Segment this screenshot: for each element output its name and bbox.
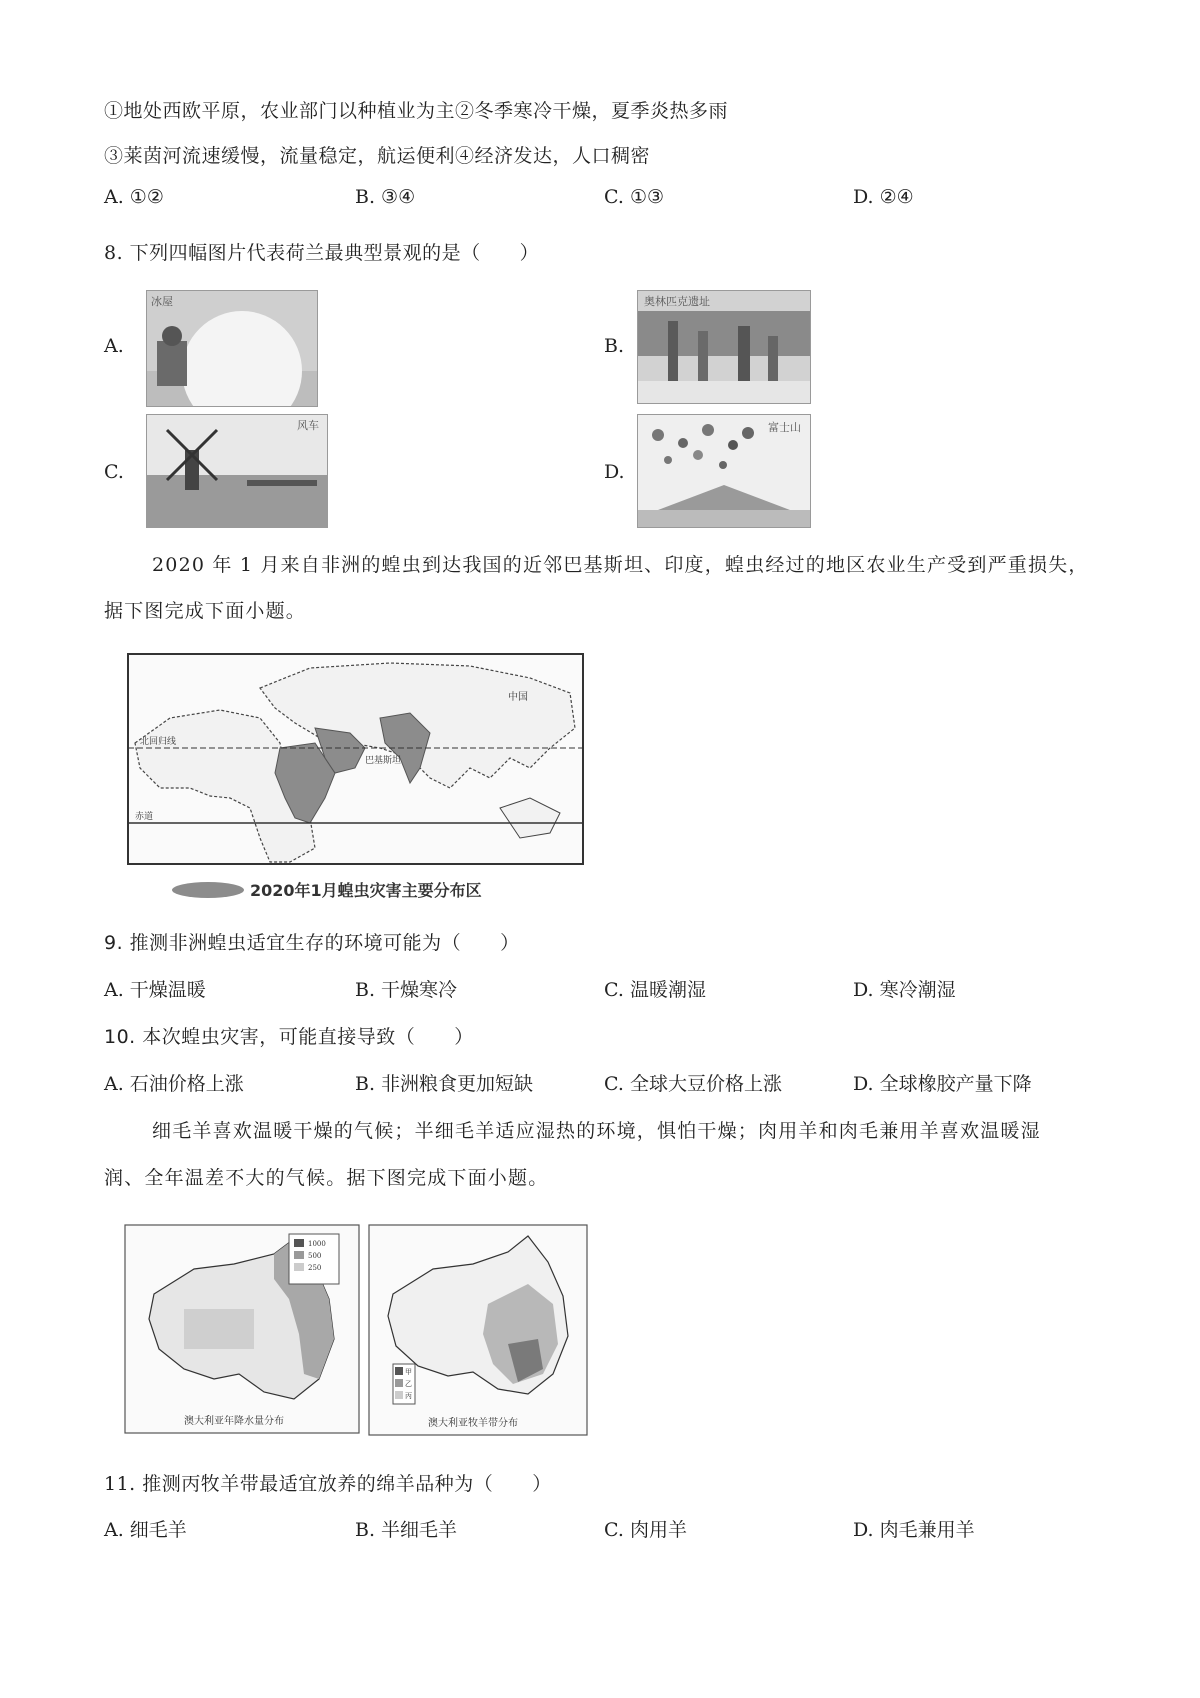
q8-option-c-letter: C.	[104, 461, 124, 483]
pakistan-label: 巴基斯坦	[365, 756, 402, 766]
q7-statement-1-2: ①地处西欧平原，农业部门以种植业为主②冬季寒冷干燥，夏季炎热多雨	[104, 100, 729, 122]
locust-intro-line2: 据下图完成下面小题。	[104, 600, 307, 622]
q8-option-b-letter: B.	[604, 335, 625, 357]
q10-option-d: D. 全球橡胶产量下降	[853, 1073, 1032, 1095]
q11-option-d: D. 肉毛兼用羊	[853, 1519, 975, 1541]
locust-map-figure	[110, 648, 598, 908]
q10-option-c: C. 全球大豆价格上涨	[604, 1073, 782, 1095]
q9-option-a: A. 干燥温暖	[104, 979, 206, 1001]
q10-stem: 10. 本次蝗虫灾害，可能直接导致（ ）	[104, 1026, 474, 1048]
sheep-intro-line1: 细毛羊喜欢温暖干燥的气候；半细毛羊适应湿热的环境，惧怕干燥；肉用羊和肉毛兼用羊喜欢温暖湿	[152, 1120, 1041, 1142]
q10-option-b: B. 非洲粮食更加短缺	[355, 1073, 534, 1095]
sheep-belt-legend-jia: 甲	[405, 1368, 412, 1376]
locust-intro-line1: 2020 年 1 月来自非洲的蝗虫到达我国的近邻巴基斯坦、印度，蝗虫经过的地区农业生产受到严重损失，	[152, 554, 1089, 576]
sheep-belt-map-caption: 澳大利亚牧羊带分布	[428, 1418, 518, 1429]
windmill-caption: 风车	[297, 419, 319, 432]
sheep-intro-line2: 润、全年温差不大的气候。据下图完成下面小题。	[104, 1167, 549, 1189]
q8-stem: 8. 下列四幅图片代表荷兰最典型景观的是（ ）	[104, 242, 540, 264]
q11-option-b: B. 半细毛羊	[355, 1519, 458, 1541]
rainfall-map-figure	[124, 1224, 360, 1434]
sheep-belt-legend-bing: 丙	[405, 1392, 412, 1400]
ruins-photo	[637, 290, 811, 404]
mount-fuji-photo	[637, 414, 811, 528]
sheep-belt-map-figure	[368, 1224, 588, 1436]
q9-option-c: C. 温暖潮湿	[604, 979, 706, 1001]
q7-option-a: A. ①②	[104, 186, 164, 208]
locust-map-legend: 2020年1月蝗虫灾害主要分布区	[250, 881, 482, 900]
australia-rainfall-map	[124, 1224, 360, 1434]
mount-fuji-caption: 富士山	[768, 421, 801, 434]
windmill-photo	[146, 414, 328, 528]
q11-option-c: C. 肉用羊	[604, 1519, 687, 1541]
locust-distribution-map	[110, 648, 598, 908]
equator-label: 赤道	[135, 812, 154, 822]
ruins-caption: 奥林匹克遗址	[644, 295, 710, 308]
rainfall-legend-2: 500	[308, 1252, 322, 1260]
china-label: 中国	[508, 692, 528, 703]
q11-stem: 11. 推测丙牧羊带最适宜放养的绵羊品种为（ ）	[104, 1473, 552, 1495]
q7-option-c: C. ①③	[604, 186, 665, 208]
q10-option-a: A. 石油价格上涨	[104, 1073, 244, 1095]
rainfall-map-caption: 澳大利亚年降水量分布	[184, 1416, 284, 1427]
rainfall-legend-3: 250	[308, 1264, 322, 1272]
q8-option-a-letter: A.	[104, 335, 124, 357]
q9-option-d: D. 寒冷潮湿	[853, 979, 956, 1001]
igloo-photo	[146, 290, 318, 407]
igloo-caption: 冰屋	[151, 295, 173, 308]
q9-stem: 9. 推测非洲蝗虫适宜生存的环境可能为（ ）	[104, 932, 520, 954]
q7-option-d: D. ②④	[853, 186, 914, 208]
q7-statement-3-4: ③莱茵河流速缓慢，流量稳定，航运便利④经济发达，人口稠密	[104, 145, 651, 167]
q9-option-b: B. 干燥寒冷	[355, 979, 458, 1001]
tropic-label: 北回归线	[140, 737, 177, 747]
q11-option-a: A. 细毛羊	[104, 1519, 187, 1541]
australia-sheep-belt-map	[368, 1224, 588, 1436]
q7-option-b: B. ③④	[355, 186, 416, 208]
q8-option-d-letter: D.	[604, 461, 625, 483]
rainfall-legend-1: 1000	[308, 1240, 326, 1248]
sheep-belt-legend-yi: 乙	[405, 1380, 412, 1388]
